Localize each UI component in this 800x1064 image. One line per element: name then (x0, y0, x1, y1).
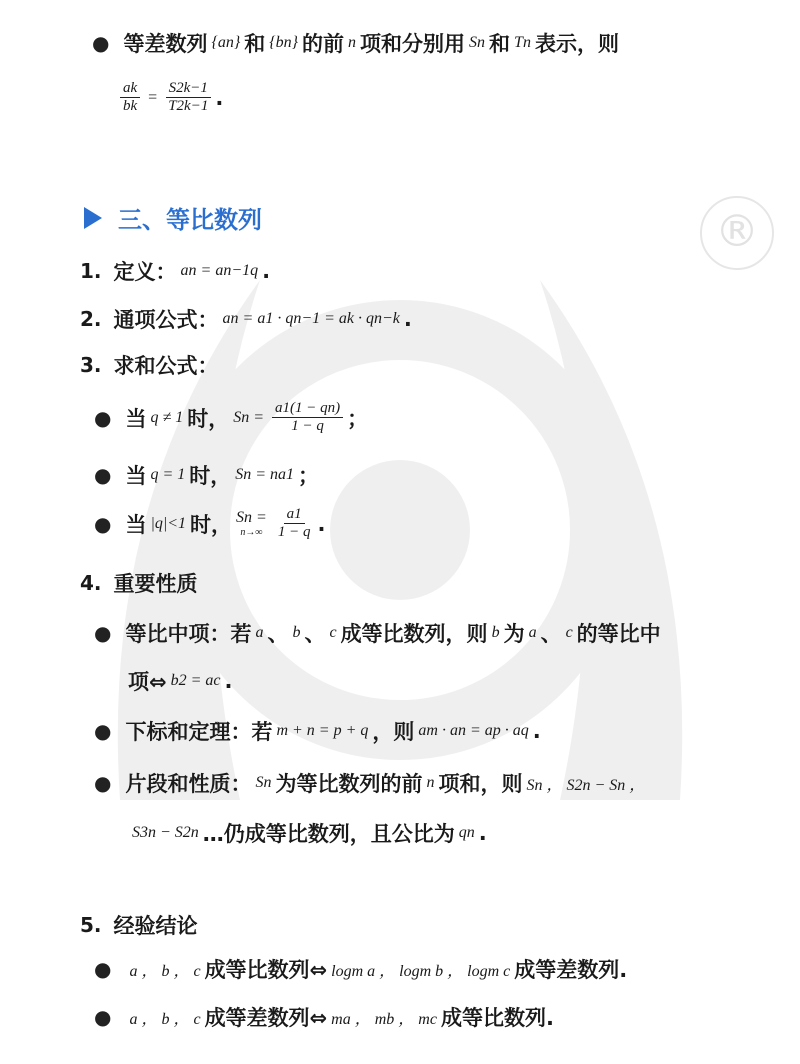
prop-geometric-mean: ● 等比中项：若 a 、 b 、 c 成等比数列，则 b 为 a 、 c 的等比中 (94, 621, 661, 646)
formula-ratio: $\frac{ak}{bk}$ = $\frac{S2k-1}{T2k-1}$ . (116, 80, 223, 116)
bullet-arith-sum-ratio: ● 等差数列 {an} 和 {bn} 的前 n 项和分别用 Sn 和 Tn 表示，则 (92, 31, 619, 56)
bullet-icon: ● (94, 621, 112, 645)
item-definition: 1. 定义： an = an−1q . (80, 259, 271, 284)
registered-mark-icon: ® (700, 196, 774, 270)
bullet-icon: ● (92, 31, 110, 55)
triangle-marker-icon (84, 207, 102, 229)
bullet-icon: ● (94, 719, 112, 743)
bullet-icon: ● (94, 463, 112, 487)
bullet-icon: ● (94, 957, 112, 981)
bullet-icon: ● (94, 405, 112, 430)
fraction-S-T: $\frac{S2k-1}{T2k-1}$ (165, 80, 211, 116)
item-conclusions: 5. 经验结论 (80, 913, 198, 938)
sum-case-2: ● 当 q = 1 时， Sn = na1 ； (94, 463, 320, 488)
conclusion-2: ● a ， b ， c 成等差数列⇔ ma ， mb ， mc 成等比数列. (94, 1005, 554, 1030)
section-heading: 三、等比数列 (84, 200, 262, 235)
prop-geometric-mean-line2: 项⇔ b2 = ac . (128, 669, 233, 694)
bullet-icon: ● (94, 511, 112, 536)
bullet-icon: ● (94, 771, 112, 795)
prop-segment-sum: ● 片段和性质： Sn 为等比数列的前 n 项和，则 Sn ， S2n − Sn ， (94, 771, 646, 796)
prop-segment-sum-line2: S3n − S2n …仍成等比数列，且公比为 qn . (132, 821, 487, 846)
sum-case-3: ● 当 |q|<1 时， Sn = n→∞ $\frac{a1}{1 - q}$ . (94, 506, 326, 541)
sum-case-1: ● 当 q ≠ 1 时， Sn = $\frac{a1(1 - qn)}{1 - q}$ ； (94, 400, 369, 435)
conclusion-1: ● a ， b ， c 成等比数列⇔ logm a ， logm b ， logm c 成等差数列. (94, 957, 628, 982)
fraction-ak-bk: $\frac{ak}{bk}$ (120, 80, 140, 116)
prop-index-sum: ● 下标和定理：若 m + n = p + q ，则 am · an = ap · aq . (94, 719, 541, 744)
item-sum-formula: 3. 求和公式： (80, 353, 219, 378)
bullet-icon: ● (94, 1005, 112, 1029)
item-general-term: 2. 通项公式： an = a1 · qn−1 = ak · qn−k . (80, 307, 412, 332)
item-properties: 4. 重要性质 (80, 571, 198, 596)
